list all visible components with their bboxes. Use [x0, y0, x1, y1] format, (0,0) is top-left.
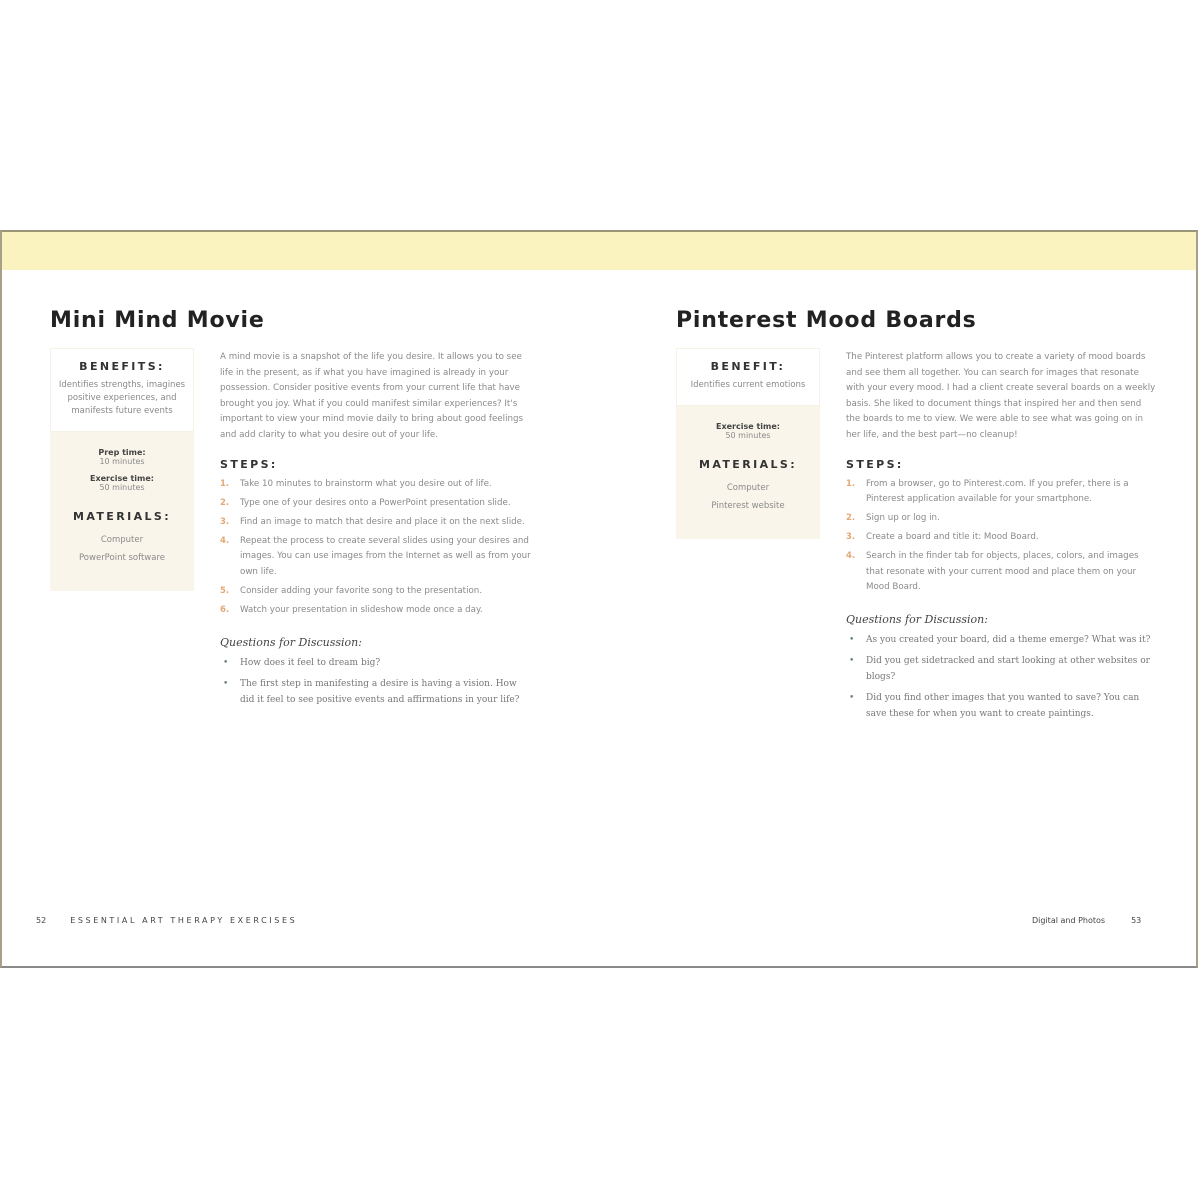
question-item: [846, 632, 1158, 648]
exercise-time-value: 50 minutes: [99, 483, 145, 492]
step-text: Consider adding your favorite song to the presentation.: [240, 585, 483, 596]
left-page-number: 52: [36, 916, 47, 925]
benefits-heading: BENEFITS:: [79, 360, 165, 373]
steps-heading: STEPS:: [846, 457, 904, 471]
step-item: [220, 477, 532, 492]
material-item: PowerPoint software: [78, 553, 165, 563]
step-text: Create a board and title it: Mood Board.: [866, 532, 1039, 543]
step-number: 1.: [846, 478, 856, 489]
exercise-time-label: Exercise time:: [90, 474, 154, 483]
steps-list: [846, 477, 1158, 595]
step-number: 3.: [220, 516, 230, 527]
material-item: Computer: [726, 483, 770, 493]
question-item: [846, 653, 1158, 685]
step-item: [846, 511, 1158, 526]
step-item: [846, 549, 1158, 595]
right-footer: [1032, 916, 1141, 925]
bullet-icon: •: [223, 679, 229, 690]
step-item: [220, 496, 532, 511]
step-number: 6.: [220, 604, 230, 615]
left-sidebar: [50, 348, 194, 591]
header-band: [2, 232, 1196, 270]
steps-list: [220, 477, 532, 619]
benefit-text: Identifies current emotions: [690, 380, 806, 390]
question-text: Did you get sidetracked and start looking at other websites or blogs?: [866, 655, 1150, 682]
step-item: [220, 584, 532, 599]
left-page-title: Mini Mind Movie: [50, 308, 265, 333]
right-page-title: Pinterest Mood Boards: [676, 308, 977, 333]
question-text: As you created your board, did a theme emerge? What was it?: [866, 634, 1151, 645]
material-item: Pinterest website: [711, 501, 785, 511]
step-text: Repeat the process to create several slides using your desires and images. You can use images from the Internet as well as from your own life.: [240, 536, 531, 577]
right-page-number: 53: [1131, 916, 1142, 925]
step-number: 4.: [846, 551, 856, 562]
questions-heading: Questions for Discussion:: [220, 636, 362, 650]
intro-paragraph: A mind movie is a snapshot of the life you desire. It allows you to see life in the present, as if what you have imagined is already in your possession. Consider positive events from your current life that have brought you joy. What if you could manifest similar experiences? It's important to view your mind movie daily to bring about good feelings and add clarity to what you desire out of your life.: [220, 352, 524, 440]
exercise-time-value: 50 minutes: [725, 431, 771, 440]
step-item: [220, 515, 532, 530]
step-item: [220, 534, 532, 580]
book-title-footer: ESSENTIAL ART THERAPY EXERCISES: [70, 916, 298, 925]
time-materials-box: [50, 432, 194, 591]
benefits-text: Identifies strengths, imagines positive experiences, and manifests future events: [58, 380, 186, 416]
questions-heading: Questions for Discussion:: [846, 612, 988, 626]
step-number: 4.: [220, 536, 230, 547]
question-item: [846, 690, 1158, 722]
exercise-time-label: Exercise time:: [716, 422, 780, 431]
step-text: Take 10 minutes to brainstorm what you desire out of life.: [240, 478, 492, 489]
material-item: Computer: [100, 535, 144, 545]
step-text: Sign up or log in.: [866, 512, 940, 523]
step-text: Search in the finder tab for objects, places, colors, and images that resonate with your current mood and place them on your Mood Board.: [866, 551, 1139, 592]
right-sidebar: [676, 348, 820, 539]
step-number: 3.: [846, 532, 856, 543]
bullet-icon: •: [849, 655, 855, 666]
prep-time-label: Prep time:: [98, 448, 146, 457]
step-number: 2.: [220, 497, 230, 508]
left-page: [48, 270, 608, 960]
question-text: The first step in manifesting a desire is having a vision. How did it feel to see positive events and affirmations in your life?: [240, 679, 520, 706]
intro-paragraph: The Pinterest platform allows you to create a variety of mood boards and see them all together. You can search for images that resonate with your every mood. I had a client create several boards on a weekly basis. She liked to document things that inspired her and then send the boards to me to view. We were able to see what was going on in her life, and the best part—no cleanup!: [846, 352, 1156, 440]
bullet-icon: •: [223, 658, 229, 669]
chapter-title-footer: Digital and Photos: [1032, 916, 1106, 925]
question-text: Did you find other images that you wanted to save? You can save these for when you want to create paintings.: [866, 692, 1140, 719]
bullet-icon: •: [849, 634, 855, 645]
question-item: [220, 655, 532, 671]
book-spread: [0, 230, 1198, 968]
step-text: From a browser, go to Pinterest.com. If you prefer, there is a Pinterest application available for your smartphone.: [866, 478, 1129, 504]
questions-list: [220, 655, 532, 708]
step-text: Type one of your desires onto a PowerPoint presentation slide.: [240, 497, 511, 508]
questions-list: [846, 632, 1158, 722]
left-body: [220, 350, 532, 713]
step-number: 5.: [220, 585, 230, 596]
step-item: [220, 603, 532, 618]
time-materials-box: [676, 406, 820, 539]
bullet-icon: •: [849, 692, 855, 703]
benefits-box: [50, 348, 194, 432]
right-page: [674, 270, 1200, 960]
step-number: 2.: [846, 512, 856, 523]
benefit-box: [676, 348, 820, 406]
step-number: 1.: [220, 478, 230, 489]
left-footer: [36, 916, 297, 925]
step-item: [846, 530, 1158, 545]
benefit-heading: BENEFIT:: [710, 360, 786, 373]
question-text: How does it feel to dream big?: [240, 658, 381, 669]
step-text: Find an image to match that desire and place it on the next slide.: [240, 516, 525, 527]
right-body: [846, 350, 1158, 727]
step-item: [846, 477, 1158, 507]
materials-heading: MATERIALS:: [698, 458, 798, 471]
steps-heading: STEPS:: [220, 457, 278, 471]
question-item: [220, 676, 532, 708]
step-text: Watch your presentation in slideshow mode once a day.: [240, 604, 483, 615]
prep-time-value: 10 minutes: [99, 457, 145, 466]
materials-heading: MATERIALS:: [72, 510, 172, 523]
